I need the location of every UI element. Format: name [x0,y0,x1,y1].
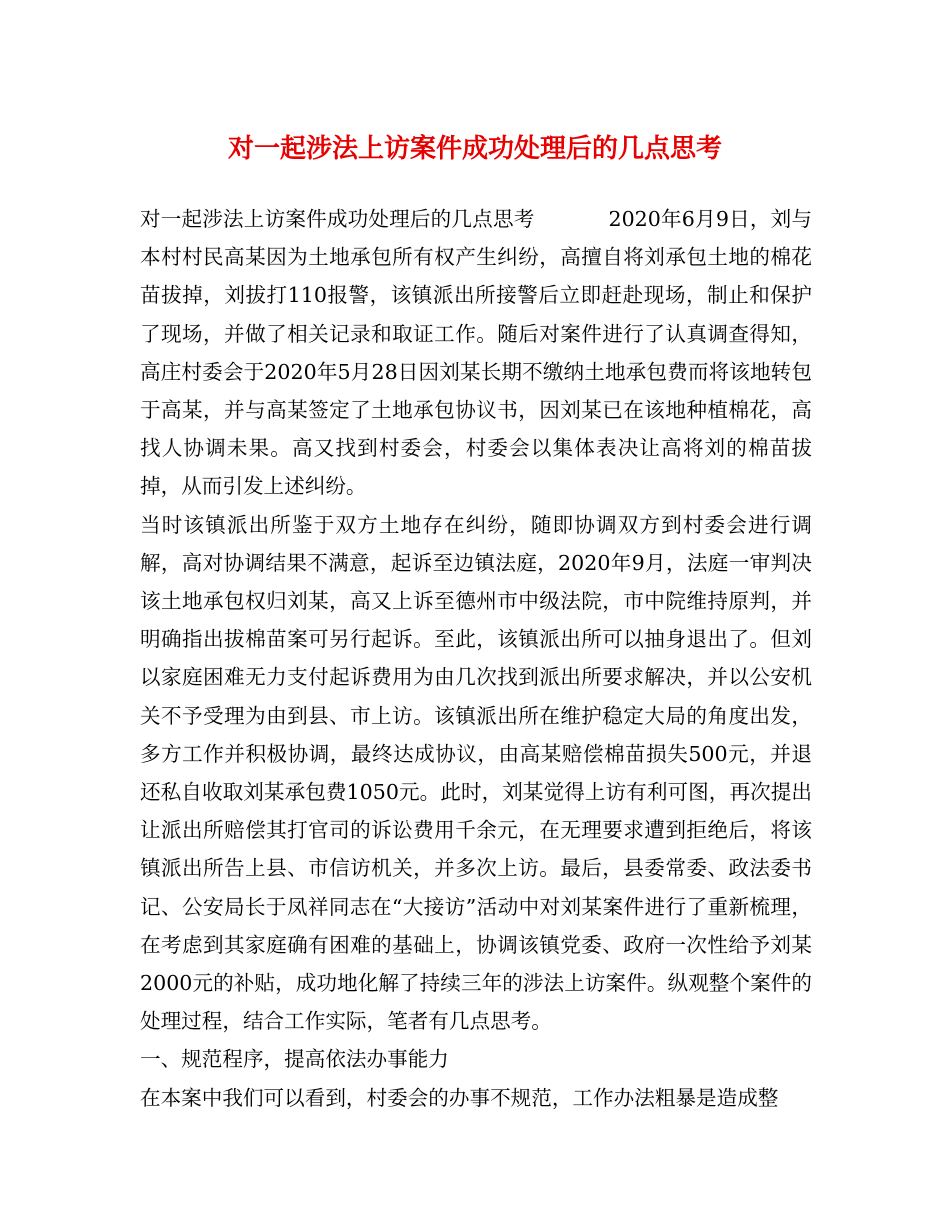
paragraph-1 [140,200,812,506]
paragraph-3: 在本案中我们可以看到，村委会的办事不规范，工作办法粗暴是造成整 [140,1085,779,1110]
intro-date: 2020年6月9日， [608,207,771,231]
section-heading-1: 一、规范程序，提高依法办事能力 [140,1047,449,1072]
document-body [140,200,812,1117]
document-title: 对一起涉法上访案件成功处理后的几点思考 [227,134,722,164]
paragraph-2: 当时该镇派出所鉴于双方土地存在纠纷，随即协调双方到村委会进行调解，高对协调结果不满意，起诉至边镇法庭，2020年9月，法庭一审判决该土地承包权归刘某，高又上诉至德州市中级法院，市中院维持原判，并明确指出拔棉苗案可另行起诉。至此，该镇派出所可以抽身退出了。但刘以家庭困难无力支付起诉费用为由几次找到派出所要求解决，并以公安机关不予受理为由到县、市上访。该镇派出所在维护稳定大局的角度出发，多方工作并积极协调，最终达成协议，由高某赔偿棉苗损失500元，并退还私自收取刘某承包费1050元。此时，刘某觉得上访有利可图，再次提出让派出所赔偿其打官司的诉讼费用千余元，在无理要求遭到拒绝后，将该镇派出所告上县、市信访机关，并多次上访。最后，县委常委、政法委书记、公安局长于凤祥同志在“大接访”活动中对刘某案件进行了重新梳理，在考虑到其家庭确有困难的基础上，协调该镇党委、政府一次性给予刘某2000元的补贴，成功地化解了持续三年的涉法上访案件。纵观整个案件的处理过程，结合工作实际，笔者有几点思考。 [140,512,812,1034]
intro-title: 对一起涉法上访案件成功处理后的几点思考 [140,207,535,231]
paragraph-1-text: 刘与本村村民高某因为土地承包所有权产生纠纷，高擅自将刘承包土地的棉花苗拔掉，刘拔打110报警，该镇派出所接警后立即赶赴现场，制止和保护了现场，并做了相关记录和取证工作。随后对案件进行了认真调查得知，高庄村委会于2020年5月28日因刘某长期不缴纳土地承包费而将该地转包于高某，并与高某签定了土地承包协议书，因刘某已在该地种植棉花，高找人协调未果。高又找到村委会，村委会以集体表决让高将刘的棉苗拔掉，从而引发上述纠纷。 [140,207,812,499]
